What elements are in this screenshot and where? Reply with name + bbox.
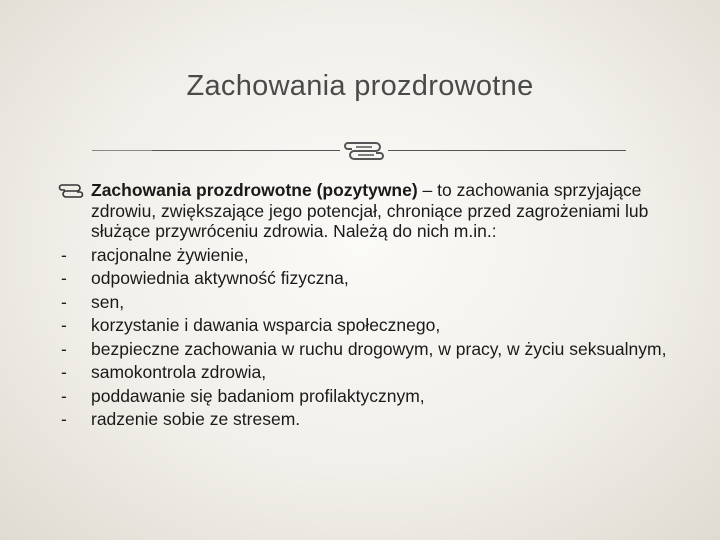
scroll-ornament-icon: [342, 138, 386, 164]
list-item: [58, 268, 668, 289]
dash-marker: -: [61, 268, 67, 288]
dash-marker: -: [61, 385, 67, 406]
dash-marker: -: [61, 315, 67, 335]
list-item-text: odpowiednia aktywność fizyczna,: [91, 268, 349, 288]
dash-marker: -: [61, 409, 67, 429]
title-divider-right: [388, 150, 626, 151]
list-item: [58, 292, 668, 313]
list-item-text: korzystanie i dawania wsparcia społecznego,: [91, 315, 441, 335]
list-item: [58, 362, 668, 383]
intro-paragraph: [58, 180, 668, 242]
list-item: [58, 386, 668, 407]
list-item-text: radzenie sobie ze stresem.: [91, 409, 301, 429]
list-item-text: poddawanie się badaniom profilaktycznym,: [91, 385, 425, 406]
list-item: [58, 409, 668, 430]
intro-term: Zachowania prozdrowotne (pozytywne): [91, 180, 418, 200]
list-item-text: racjonalne żywienie,: [91, 244, 249, 265]
list-item: [58, 245, 668, 266]
list-item-text: bezpieczne zachowania w ruchu drogowym, w pracy, w życiu seksualnym,: [91, 338, 667, 359]
list-item-text: samokontrola zdrowia,: [91, 362, 267, 382]
dash-marker: -: [61, 338, 67, 359]
slide-title: Zachowania prozdrowotne: [186, 70, 534, 102]
intro-definition: – to zachowania sprzyjające zdrowiu, zwiększające jego potencjał, chroniące przed zagrożeniami lub służące przywróceniu zdrowia. Należą do nich m.in.:: [91, 180, 649, 241]
dash-marker: -: [61, 244, 67, 265]
list-item: [58, 339, 668, 360]
dash-marker: -: [61, 362, 67, 382]
slide-body: [58, 180, 668, 430]
dash-marker: -: [61, 291, 67, 312]
scroll-bullet-icon: [58, 183, 84, 198]
behavior-list: [58, 245, 668, 430]
list-item: [58, 315, 668, 336]
list-item-text: sen,: [91, 291, 125, 312]
title-divider-left-thin: [92, 150, 152, 151]
title-divider-left: [152, 150, 340, 151]
